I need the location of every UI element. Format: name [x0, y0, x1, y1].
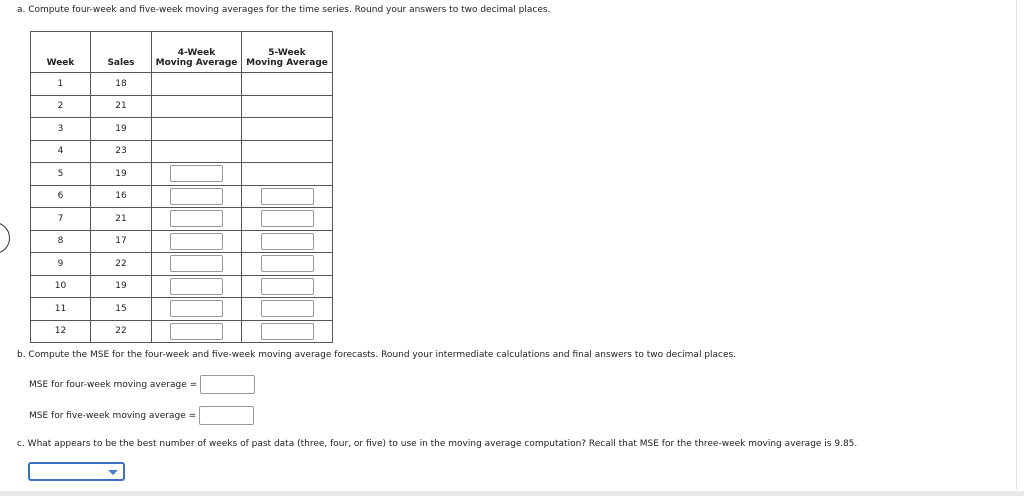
moving-average-table	[30, 31, 333, 343]
part-c-prompt: c. What appears to be the best number of weeks of past data (three, four, or five) to use in the moving average computation? Recall that MSE for the three-week moving average is 9.85.	[17, 439, 858, 449]
table-row	[31, 95, 333, 118]
mse4-label: MSE for four-week moving average =	[29, 379, 198, 390]
mse5-label: MSE for five-week moving average =	[29, 410, 197, 421]
four-week-ma-cell	[152, 320, 242, 343]
table-row	[31, 73, 333, 96]
mse5-input[interactable]	[199, 406, 254, 425]
four-week-ma-cell	[152, 140, 242, 163]
four-week-ma-cell	[152, 275, 242, 298]
five-week-ma-cell-input[interactable]	[261, 300, 314, 317]
mse4-row	[29, 375, 255, 394]
four-week-ma-cell-input[interactable]	[170, 255, 223, 272]
navigation-circle[interactable]	[0, 222, 10, 254]
header-sales: Sales	[91, 32, 152, 73]
five-week-ma-cell	[242, 320, 333, 343]
week-cell: 2	[31, 95, 91, 118]
table-row	[31, 320, 333, 343]
sales-cell: 19	[91, 275, 152, 298]
five-week-ma-cell-input[interactable]	[261, 323, 314, 340]
four-week-ma-cell	[152, 253, 242, 276]
four-week-ma-cell-input[interactable]	[170, 233, 223, 250]
four-week-ma-cell	[152, 230, 242, 253]
table-row	[31, 208, 333, 231]
five-week-ma-cell	[242, 208, 333, 231]
five-week-ma-cell	[242, 275, 333, 298]
sales-cell: 23	[91, 140, 152, 163]
table-row	[31, 298, 333, 321]
five-week-ma-cell-input[interactable]	[261, 278, 314, 295]
four-week-ma-cell-input[interactable]	[170, 210, 223, 227]
table-row	[31, 118, 333, 141]
four-week-ma-cell	[152, 298, 242, 321]
four-week-ma-cell	[152, 208, 242, 231]
week-cell: 10	[31, 275, 91, 298]
four-week-ma-cell-input[interactable]	[170, 300, 223, 317]
sales-cell: 16	[91, 185, 152, 208]
week-cell: 5	[31, 163, 91, 186]
four-week-ma-cell	[152, 95, 242, 118]
week-cell: 6	[31, 185, 91, 208]
sales-cell: 15	[91, 298, 152, 321]
week-cell: 12	[31, 320, 91, 343]
mse4-input[interactable]	[200, 375, 255, 394]
four-week-ma-cell-input[interactable]	[170, 188, 223, 205]
sales-cell: 17	[91, 230, 152, 253]
week-cell: 1	[31, 73, 91, 96]
table-row	[31, 185, 333, 208]
four-week-ma-cell-input[interactable]	[170, 165, 223, 182]
part-a-prompt: a. Compute four-week and five-week moving averages for the time series. Round your answers to two decimal places.	[17, 5, 551, 15]
sales-cell: 21	[91, 208, 152, 231]
week-cell: 8	[31, 230, 91, 253]
five-week-ma-cell	[242, 253, 333, 276]
table-row	[31, 253, 333, 276]
header-5week: 5-Week Moving Average	[242, 32, 333, 73]
sales-cell: 19	[91, 163, 152, 186]
table-row	[31, 275, 333, 298]
week-cell: 11	[31, 298, 91, 321]
chevron-down-icon	[108, 470, 118, 475]
four-week-ma-cell	[152, 185, 242, 208]
sales-cell: 21	[91, 95, 152, 118]
five-week-ma-cell	[242, 230, 333, 253]
five-week-ma-cell-input[interactable]	[261, 255, 314, 272]
week-cell: 9	[31, 253, 91, 276]
four-week-ma-cell	[152, 73, 242, 96]
mse5-row	[29, 406, 254, 425]
four-week-ma-cell-input[interactable]	[170, 323, 223, 340]
part-b-prompt: b. Compute the MSE for the four-week and five-week moving average forecasts. Round your intermediate calculations and final answers to two decimal places.	[17, 350, 737, 360]
five-week-ma-cell	[242, 118, 333, 141]
sales-cell: 22	[91, 320, 152, 343]
five-week-ma-cell-input[interactable]	[261, 210, 314, 227]
five-week-ma-cell	[242, 95, 333, 118]
divider	[1016, 0, 1017, 490]
week-cell: 3	[31, 118, 91, 141]
table-row	[31, 230, 333, 253]
sales-cell: 22	[91, 253, 152, 276]
best-weeks-dropdown[interactable]	[28, 462, 125, 481]
week-cell: 4	[31, 140, 91, 163]
four-week-ma-cell	[152, 118, 242, 141]
sales-cell: 18	[91, 73, 152, 96]
four-week-ma-cell	[152, 163, 242, 186]
header-week: Week	[31, 32, 91, 73]
week-cell: 7	[31, 208, 91, 231]
five-week-ma-cell	[242, 163, 333, 186]
five-week-ma-cell	[242, 140, 333, 163]
five-week-ma-cell	[242, 298, 333, 321]
sales-cell: 19	[91, 118, 152, 141]
five-week-ma-cell-input[interactable]	[261, 188, 314, 205]
five-week-ma-cell	[242, 73, 333, 96]
five-week-ma-cell	[242, 185, 333, 208]
five-week-ma-cell-input[interactable]	[261, 233, 314, 250]
header-4week: 4-Week Moving Average	[152, 32, 242, 73]
table-row	[31, 163, 333, 186]
table-row	[31, 140, 333, 163]
four-week-ma-cell-input[interactable]	[170, 278, 223, 295]
bottom-bar	[0, 491, 1024, 496]
